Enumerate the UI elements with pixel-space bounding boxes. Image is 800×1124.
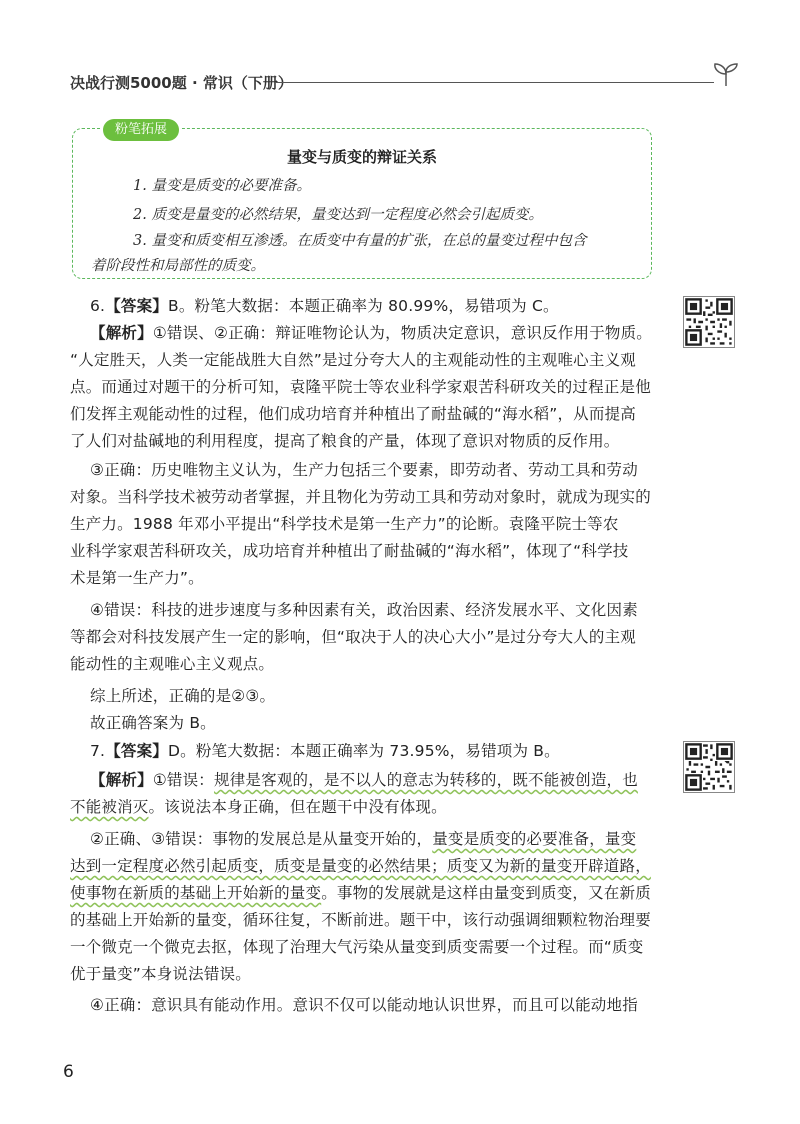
extension-title: 量变与质变的辩证关系 xyxy=(286,148,437,166)
q7-underlined-text: 不能被消灭 xyxy=(70,798,149,816)
q7-answer-line xyxy=(90,741,560,761)
book-title: 决战行测5000题 · 常识（下册） xyxy=(70,74,293,92)
q6-number: 6. xyxy=(90,297,106,315)
sprout-icon xyxy=(712,62,740,88)
q7-text: 。事物的发展就是这样由量变到质变，又在新质 xyxy=(321,884,651,902)
q7-underlined-text: 达到一定程度必然引起质变，质变是量变的必然结果；质变又为新的量变开辟道路， xyxy=(70,857,651,875)
extension-line: 1. 量变是质变的必要准备。 xyxy=(133,178,311,194)
q7-underlined-text: 量变是质变的必要准备，量变 xyxy=(432,830,637,848)
qr-code-icon[interactable] xyxy=(683,296,735,348)
q6-paragraph-line: 能动性的主观唯心主义观点。 xyxy=(70,655,275,673)
q6-paragraph-line: 对象。当科学技术被劳动者掌握，并且物化为劳动工具和劳动对象时，就成为现实的 xyxy=(70,488,651,506)
q7-paragraph-line: 优于量变”本身说法错误。 xyxy=(70,965,251,983)
qr-code-icon[interactable] xyxy=(683,741,735,793)
extension-line: 2. 质变是量变的必然结果，量变达到一定程度必然会引起质变。 xyxy=(133,207,543,223)
q7-paragraph-line xyxy=(70,797,447,817)
q6-answer-text: B。粉笔大数据：本题正确率为 80.99%，易错项为 C。 xyxy=(168,297,559,315)
page-number: 6 xyxy=(63,1062,74,1082)
q7-answer-text: D。粉笔大数据：本题正确率为 73.95%，易错项为 B。 xyxy=(168,742,560,760)
extension-badge: 粉笔拓展 xyxy=(103,119,179,141)
q6-paragraph-line: 点。而通过对题干的分析可知，袁隆平院士等农业科学家艰苦科研攻关的过程正是他 xyxy=(70,378,651,396)
q6-summary: 综上所述，正确的是②③。 xyxy=(90,687,276,705)
extension-line: 3. 量变和质变相互渗透。在质变中有量的扩张，在总的量变过程中包含 xyxy=(133,233,587,249)
q7-analysis-label: 【解析】 xyxy=(90,771,153,789)
q6-paragraph-line: 等都会对科技发展产生一定的影响，但“取决于人的决心大小”是过分夸大人的主观 xyxy=(70,628,636,646)
q6-paragraph-line: ③正确：历史唯物主义认为，生产力包括三个要素，即劳动者、劳动工具和劳动 xyxy=(90,461,638,479)
q7-analysis-line xyxy=(90,770,638,790)
q7-text: ②正确、③错误：事物的发展总是从量变开始的， xyxy=(90,830,433,848)
extension-line: 着阶段性和局部性的质变。 xyxy=(91,258,265,274)
q7-answer-label: 【答案】 xyxy=(105,742,169,760)
q7-paragraph-line xyxy=(90,829,636,849)
q7-paragraph-line xyxy=(70,856,651,876)
q6-paragraph-line: 了人们对盐碱地的利用程度，提高了粮食的产量，体现了意识对物质的反作用。 xyxy=(70,432,620,450)
q7-paragraph-line: 的基础上开始新的量变，循环往复，不断前进。题干中，该行动强调细颗粒物治理要 xyxy=(70,911,651,929)
q7-underlined-text: 使事物在新质的基础上开始新的量变 xyxy=(70,884,322,902)
q7-underlined-text: 规律是客观的，是不以人的意志为转移的，既不能被创造，也 xyxy=(214,771,638,789)
q7-text: 。该说法本身正确，但在题干中没有体现。 xyxy=(148,798,447,816)
q7-paragraph-line: ④正确：意识具有能动作用。意识不仅可以能动地认识世界，而且可以能动地指 xyxy=(90,996,638,1014)
q6-analysis-line xyxy=(90,323,652,343)
page-header xyxy=(70,68,740,98)
q6-answer-label: 【答案】 xyxy=(105,297,169,315)
q7-paragraph-line: 一个微克一个微克去抠，体现了治理大气污染从量变到质变需要一个过程。而“质变 xyxy=(70,938,644,956)
q6-analysis-text: ①错误、②正确：辩证唯物论认为，物质决定意识，意识反作用于物质。 xyxy=(152,324,653,342)
q6-paragraph-line: 术是第一生产力”。 xyxy=(70,569,204,587)
q6-paragraph-line: 业科学家艰苦科研攻关，成功培育并种植出了耐盐碱的“海水稻”，体现了“科学技 xyxy=(70,542,629,560)
extension-box xyxy=(72,122,652,279)
q7-paragraph-line xyxy=(70,883,651,903)
q7-number: 7. xyxy=(90,742,106,760)
q7-analysis-text: ①错误： xyxy=(152,771,215,789)
q6-paragraph-line: 生产力。1988 年邓小平提出“科学技术是第一生产力”的论断。袁隆平院士等农 xyxy=(70,515,619,533)
q6-paragraph-line: ④错误：科技的进步速度与多种因素有关，政治因素、经济发展水平、文化因素 xyxy=(90,601,638,619)
q6-analysis-label: 【解析】 xyxy=(90,324,153,342)
q6-paragraph-line: 们发挥主观能动性的过程，他们成功培育并种植出了耐盐碱的“海水稻”，从而提高 xyxy=(70,405,636,423)
q6-final-answer: 故正确答案为 B。 xyxy=(90,714,216,732)
q6-paragraph-line: “人定胜天，人类一定能战胜大自然”是过分夸大人的主观能动性的主观唯心主义观 xyxy=(70,351,636,369)
header-rule xyxy=(275,82,714,83)
q6-answer-line xyxy=(90,296,559,316)
